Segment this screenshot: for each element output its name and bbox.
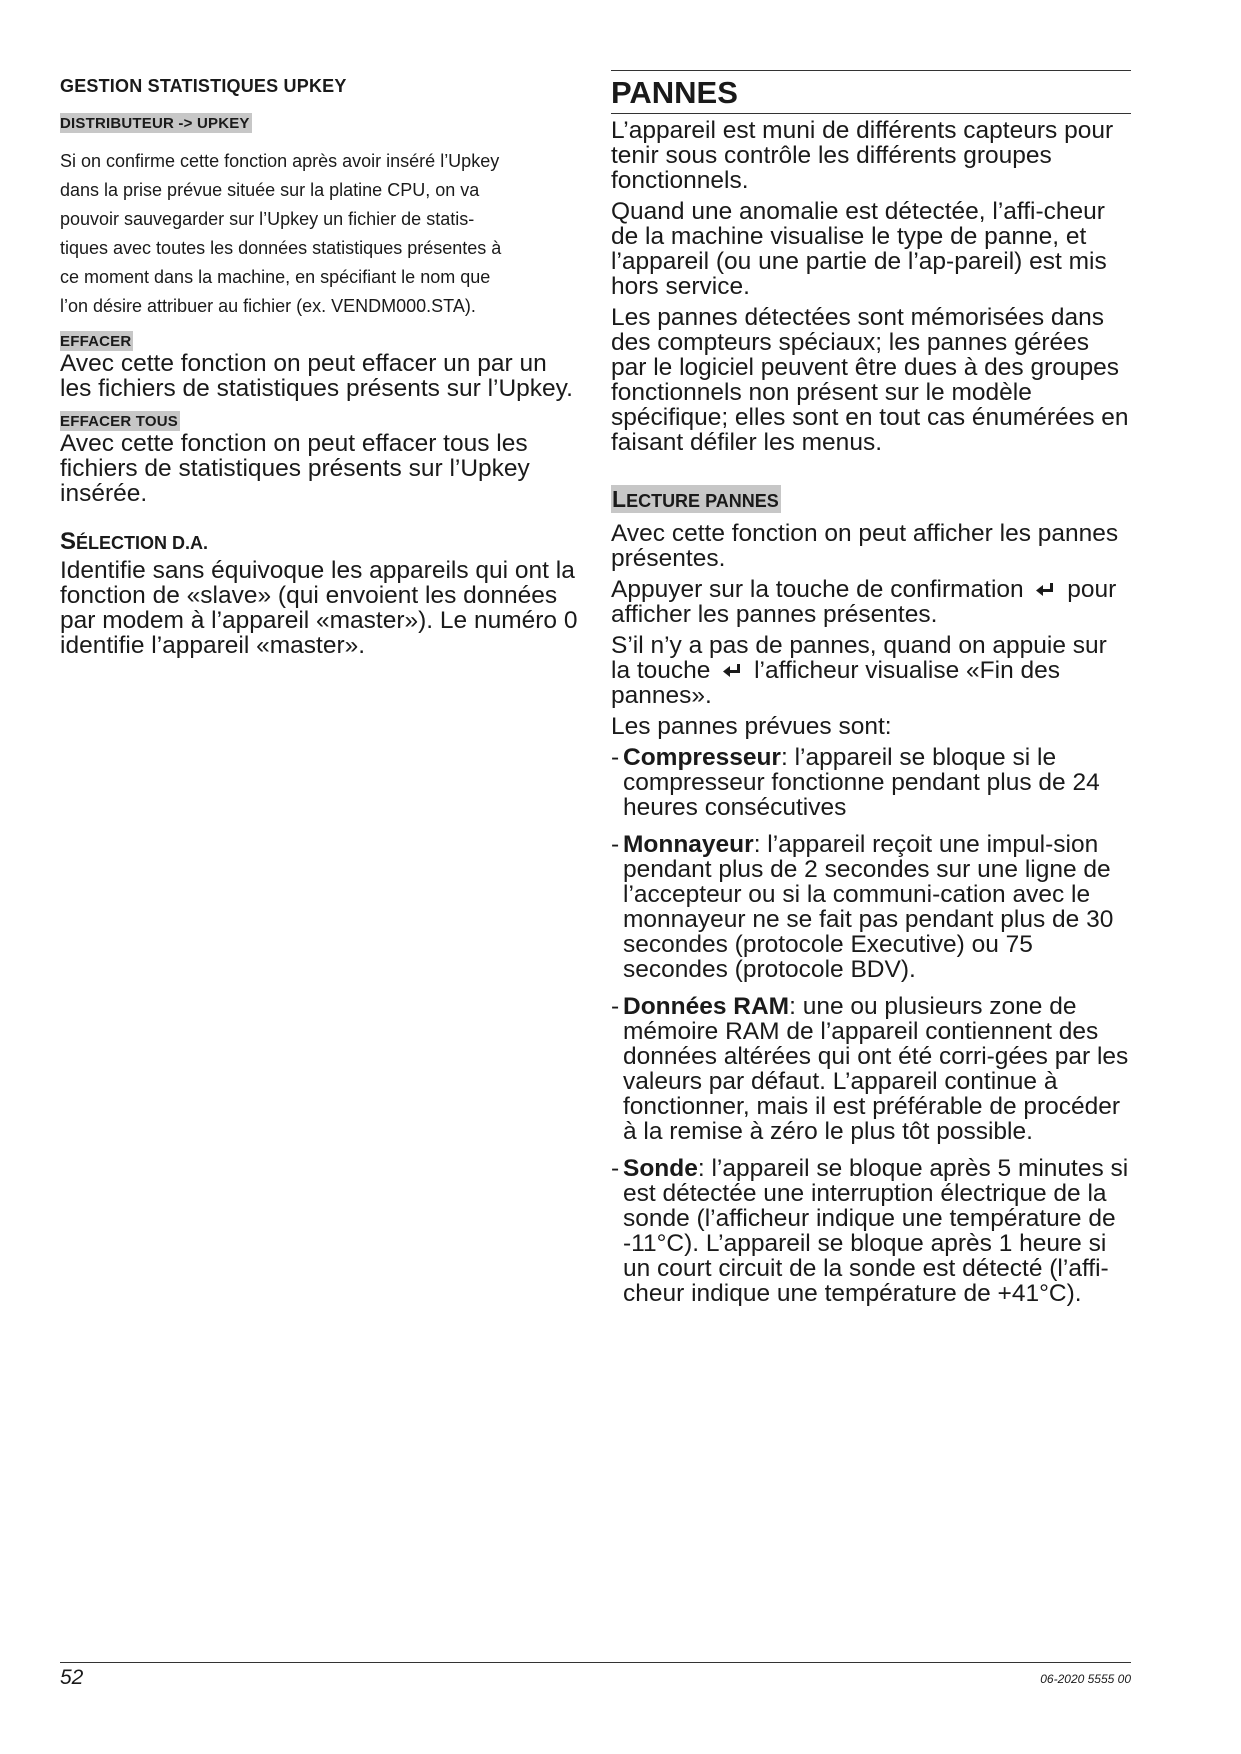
fault-name: Données RAM — [623, 993, 790, 1020]
paragraph-line: l’on désire attribuer au fichier (ex. VENDM000.STA). — [60, 296, 476, 316]
paragraph-appuyer — [611, 577, 1131, 627]
section-heading-upkey-statistics: GESTION STATISTIQUES UPKEY — [60, 76, 347, 96]
fault-description: : l’appareil se bloque après 5 minutes si est détectée une interruption électrique de la sonde (l’afficheur indique une température de -11°C). L’appareil se bloque après 1 heure si un court circuit de la sonde est détecté (l’affi-cheur indique une température de +41°C). — [623, 1155, 1129, 1307]
page-number: 52 — [60, 1666, 84, 1689]
heading-rest: ECTURE PANNES — [626, 491, 779, 511]
dash-marker: - — [611, 831, 620, 858]
fault-name: Sonde — [623, 1155, 698, 1182]
enter-key-icon — [721, 662, 743, 680]
subheading-effacer-tous: EFFACER TOUS — [60, 413, 178, 430]
paragraph-line: Si on confirme cette fonction après avoir inséré l’Upkey — [60, 151, 500, 171]
paragraph-effacer: Avec cette fonction on peut effacer un par un les fichiers de statistiques présents sur l’Upkey. — [60, 350, 573, 402]
left-column — [60, 72, 580, 658]
dash-marker: - — [611, 1155, 620, 1182]
paragraph-effacer-tous: Avec cette fonction on peut effacer tous les fichiers de statistiques présents sur l’Upkey insérée. — [60, 430, 530, 507]
paragraph-line: pouvoir sauvegarder sur l’Upkey un fichier de statis- — [60, 209, 475, 229]
fault-list — [611, 745, 1131, 1306]
section-title-pannes: PANNES — [611, 71, 1131, 114]
right-column — [611, 70, 1131, 1318]
enter-key-icon — [1034, 581, 1056, 599]
section-heading-selection-da — [60, 528, 580, 556]
paragraph-distributeur — [60, 147, 580, 321]
list-item — [611, 994, 1131, 1144]
paragraph-selection: Identifie sans équivoque les appareils qui ont la fonction de «slave» (qui envoient les données par modem à l’appareil «master»). Le numéro 0 identifie l’appareil «master». — [60, 557, 578, 659]
fault-name: Compresseur — [623, 744, 781, 771]
paragraph-line: ce moment dans la machine, en spécifiant le nom que — [60, 267, 491, 287]
fault-description: : l’appareil se bloque si le compresseur fonctionne pendant plus de 24 heures consécutives — [623, 744, 1100, 821]
paragraph-pannes-prevues: Les pannes prévues sont: — [611, 713, 892, 740]
paragraph-line: dans la prise prévue située sur la platine CPU, on va — [60, 180, 480, 200]
heading-initial: S — [60, 528, 77, 555]
paragraph-line: tiques avec toutes les données statistiques présentes à — [60, 238, 502, 258]
paragraph-sil-ny-a-pas — [611, 633, 1131, 708]
subheading-lecture-pannes — [611, 485, 781, 513]
heading-rest: ÉLECTION D.A. — [76, 533, 209, 553]
document-code: 06-2020 5555 00 — [1040, 1672, 1131, 1686]
subheading-effacer: EFFACER — [60, 333, 132, 350]
dash-marker: - — [611, 744, 620, 771]
text-segment: S’il n’y a pas de pannes, quand on appuie sur la touche — [611, 632, 1107, 684]
paragraph-pannes-2: Quand une anomalie est détectée, l’affi-cheur de la machine visualise le type de panne, et l’appareil (ou une partie de l’ap-pareil) est mis hors service. — [611, 198, 1107, 300]
text-segment: Appuyer sur la touche de confirmation — [611, 576, 1024, 603]
heading-initial: L — [612, 486, 627, 512]
list-item — [611, 745, 1131, 820]
fault-description: : l’appareil reçoit une impul-sion pendant plus de 2 secondes sur une ligne de l’accepteur ou si la communi-cation avec le monnayeur ne se fait pas pendant plus de 30 secondes (protocole Executive) ou 75 secondes (protocole BDV). — [623, 831, 1114, 983]
footer-rule — [60, 1662, 1131, 1663]
subheading-distributeur-upkey: DISTRIBUTEUR -> UPKEY — [60, 115, 250, 132]
paragraph-pannes-1: L’appareil est muni de différents capteurs pour tenir sous contrôle les différents groupes fonctionnels. — [611, 117, 1114, 194]
text-segment: l’afficheur visualise «Fin des pannes». — [611, 657, 1061, 709]
fault-description: : une ou plusieurs zone de mémoire RAM de l’appareil contiennent des données altérées qui ont été corri-gées par les valeurs par défaut. L’appareil continue à fonctionner, mais il est préférable de procéder à la remise à zéro le plus tôt possible. — [623, 993, 1129, 1145]
paragraph-pannes-3: Les pannes détectées sont mémorisées dans des compteurs spéciaux; les pannes gérées par le logiciel peuvent être dues à des groupes fonctionnels non présent sur le modèle spécifique; elles sont en tout cas énumérées en faisant défiler les menus. — [611, 304, 1129, 456]
list-item — [611, 1156, 1131, 1306]
list-item — [611, 832, 1131, 982]
paragraph-lecture: Avec cette fonction on peut afficher les pannes présentes. — [611, 520, 1119, 572]
text-segment: pour afficher les pannes présentes. — [611, 576, 1117, 628]
fault-name: Monnayeur — [623, 831, 754, 858]
dash-marker: - — [611, 993, 620, 1020]
